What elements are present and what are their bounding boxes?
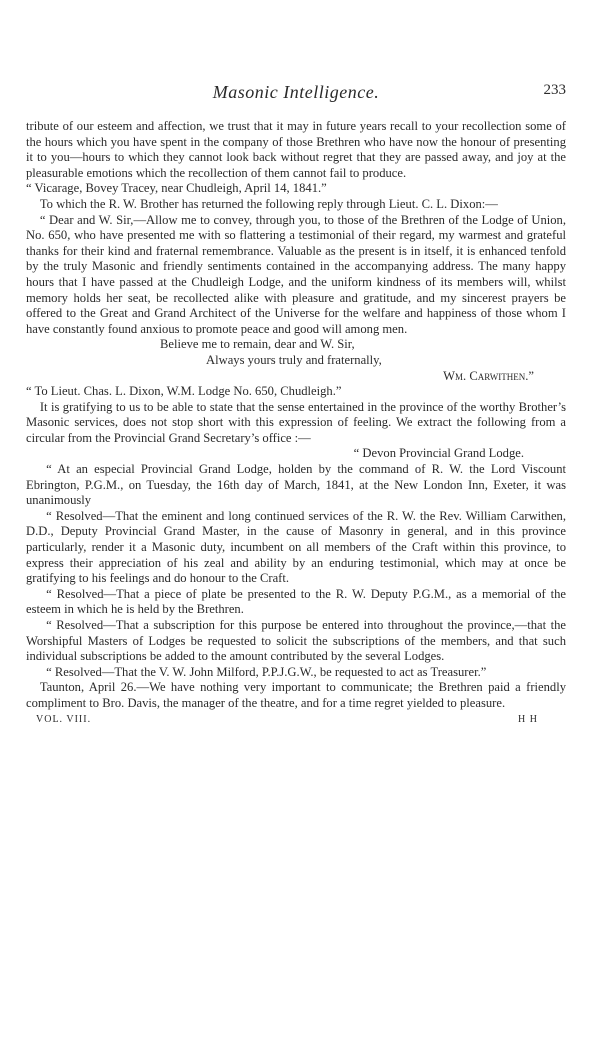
page-footer xyxy=(26,714,566,728)
resolution: “ Resolved—That the eminent and long continued services of the R. W. the Rev. William Carwithen, D.D., Deputy Provincial Grand Master, in the cause of Masonry in general, and in this province particularly, render it a Masonic duty, incumbent on all members of the Craft within this province, to express their appreciation of his zeal and ability by an enduring testimonial, which may at once be gratifying to his feelings and do honour to the Craft. xyxy=(26,508,566,586)
paragraph: tribute of our esteem and affection, we trust that it may in future years recall to your recollection some of the hours which you have spent in the company of those Brethren who have now the honour of presenting it to you—hours to which they cannot look back without regret that they are passed away, and joy at the pleasurable emotions which the recollection of them cannot fail to produce. xyxy=(26,119,566,180)
paragraph: To which the R. W. Brother has returned the following reply through Lieut. C. L. Dixon:— xyxy=(39,196,498,211)
circular-heading: “ Devon Provincial Grand Lodge. xyxy=(353,446,524,461)
volume-label: VOL. VIII. xyxy=(36,713,92,725)
resolution: “ Resolved—That a piece of plate be presented to the R. W. Deputy P.G.M., as a memorial of the esteem in which he is held by the Brethren. xyxy=(26,586,566,617)
body-text xyxy=(26,119,566,712)
letter-address: “ To Lieut. Chas. L. Dixon, W.M. Lodge No. 650, Chudleigh.” xyxy=(26,384,342,399)
page-number: 233 xyxy=(543,82,566,98)
page xyxy=(26,76,566,728)
resolution: “ Resolved—That the V. W. John Milford, P.P.J.G.W., be requested to act as Treasurer.” xyxy=(46,664,487,679)
paragraph: It is gratifying to us to be able to state that the sense entertained in the province of the worthy Brother’s Masonic services, does not stop short with this expression of feeling. We extract the following from a circular from the Provincial Grand Secretary’s office :— xyxy=(26,399,566,445)
letter-signature: Wm. Carwithen.” xyxy=(443,368,534,383)
paragraph: “ At an especial Provincial Grand Lodge, holden by the command of R. W. the Lord Viscount Ebrington, P.G.M., on Tuesday, the 16th day of March, 1841, at the New London Inn, Exeter, it was unanimously xyxy=(26,462,566,508)
dateline: “ Vicarage, Bovey Tracey, near Chudleigh, April 14, 1841.” xyxy=(26,181,327,196)
letter-closing: Believe me to remain, dear and W. Sir, xyxy=(160,337,355,352)
resolution: “ Resolved—That a subscription for this purpose be entered into throughout the province,—that the Worshipful Masters of Lodges be requested to solicit the subscriptions of the members, and that such individual subscriptions be added to the amount contributed by the several Lodges. xyxy=(26,618,566,664)
letter-body: “ Dear and W. Sir,—Allow me to convey, through you, to those of the Brethren of the Lodge of Union, No. 650, who have presented me with so flattering a testimonial of their regard, my warmest and grateful thanks for their kind and fraternal remembrance. Valuable as the present is in itself, it is enhanced tenfold by the truly Masonic and friendly sentiments contained in the accompanying address. The many happy hours that I have passed at the Chudleigh Lodge, and the uniform kindness of its members will, whilst memory holds her seat, be recollected alike with pleasure and gratitude, and my sincerest prayers be offered to the Great and Grand Architect of the Universe for the welfare and happiness of those whom I have constantly found anxious to promote peace and good will among men. xyxy=(26,212,566,336)
paragraph: Taunton, April 26.—We have nothing very important to communicate; the Brethren paid a friendly compliment to Bro. Davis, the manager of the theatre, and for a time regret yielded to pleasure. xyxy=(26,680,566,710)
page-header xyxy=(26,76,566,106)
running-title: Masonic Intelligence. xyxy=(212,82,380,102)
signature-mark: H H xyxy=(518,713,538,725)
letter-closing: Always yours truly and fraternally, xyxy=(206,352,382,367)
